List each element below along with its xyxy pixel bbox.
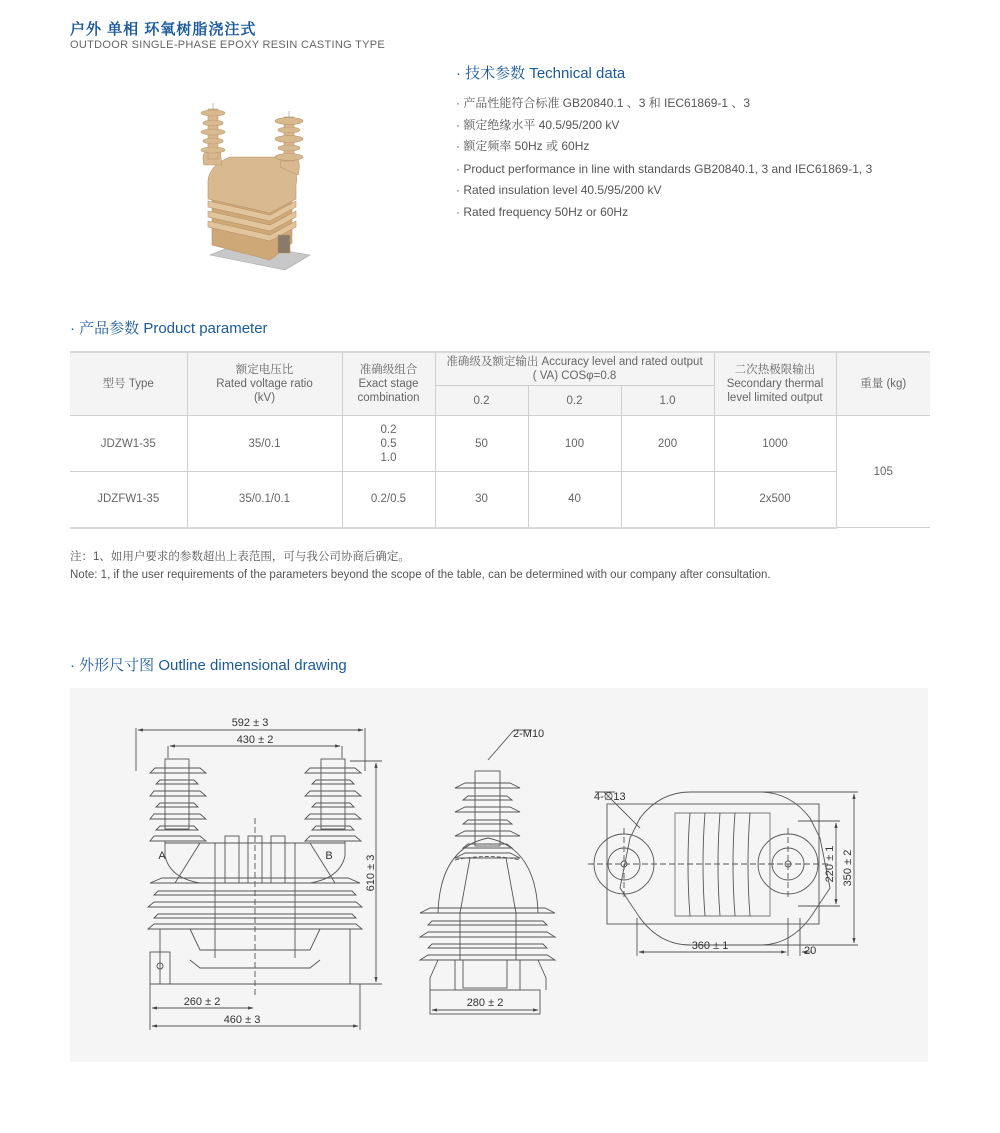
cell-voltage: 35/0.1 [187,416,342,472]
header-stage-cn: 准确级组合 [359,364,418,376]
holes-label: 4-∅13 [594,791,626,803]
side-view [420,730,555,1014]
front-view [136,728,382,1030]
cell-type: JDZW1-35 [70,416,187,472]
tech-item: · Product performance in line with standards GB20840.1, 3 and IEC61869-1, 3 [456,161,873,176]
outline-drawing [70,688,928,1062]
cell-thermal: 2x500 [714,472,836,528]
label-a: A [158,850,166,862]
dim-260: 260 ± 2 [183,996,221,1008]
header-weight: 重量 (kg) [836,352,930,416]
page-title: 户外 单相 环氧树脂浇注式 [70,21,257,38]
technical-data-list [456,93,872,223]
header-accuracy-line1: 准确级及额定输出 Accuracy level and rated output [446,356,703,368]
cell-thermal: 1000 [714,416,836,472]
table-row [70,472,930,528]
tech-item: · 额定绝缘水平 40.5/95/200 kV [456,117,620,132]
cell-output: 200 [621,416,714,472]
note-en: Note: 1, if the user requirements of the parameters beyond the scope of the table, can be determined with our company after consultation. [70,569,771,581]
cell-stage: 0.2/0.5 [342,472,435,528]
cell-stage-line: 0.5 [380,437,397,450]
dim-350: 350 ± 2 [842,849,854,887]
header-thermal-cn: 二次热极限输出 [734,364,816,376]
tech-item: · 额定频率 50Hz 或 60Hz [456,139,590,153]
header-voltage-unit: (kV) [253,392,276,404]
dim-280: 280 ± 2 [466,997,504,1009]
header-voltage-en: Rated voltage ratio [216,378,313,390]
top-view [588,792,858,956]
dim-430: 430 ± 2 [236,734,274,746]
cell-stage-line: 1.0 [380,451,397,464]
cell-output: 30 [435,472,528,528]
product-parameter-heading: · 产品参数 Product parameter [70,320,268,337]
tech-item: · Rated insulation level 40.5/95/200 kV [456,183,662,197]
tech-item: · Rated frequency 50Hz or 60Hz [456,204,629,219]
drawing-panel [70,688,928,1062]
header-voltage-cn: 额定电压比 [235,364,294,376]
header-accuracy [435,352,714,386]
header-accuracy-sub: 0.2 [435,386,528,416]
tech-item: · 产品性能符合标准 GB20840.1 、3 和 IEC61869-1 、3 [456,96,751,110]
header-voltage [187,352,342,416]
technical-data-heading: · 技术参数 Technical data [456,65,626,82]
header-stage-en2: combination [357,392,420,404]
cell-weight: 105 [836,416,930,528]
header-thermal [714,352,836,416]
bolt-label: 2-M10 [513,728,545,740]
header-stage [342,352,435,416]
dim-360: 360 ± 1 [691,940,729,952]
header-accuracy-sub: 0.2 [528,386,621,416]
note-cn: 注：1、如用户要求的参数超出上表范围，可与我公司协商后确定。 [70,551,410,563]
dim-592: 592 ± 3 [231,717,269,729]
cell-output: 40 [528,472,621,528]
dim-460: 460 ± 3 [223,1014,261,1026]
header-thermal-en2: level limited output [727,392,823,404]
product-photo [190,95,315,270]
table-row [70,416,930,472]
cell-stage-line: 0.2 [380,423,397,436]
page-subtitle: OUTDOOR SINGLE-PHASE EPOXY RESIN CASTING TYPE [70,39,386,51]
cell-stage [342,416,435,472]
parameter-table [70,351,930,529]
cell-output: 100 [528,416,621,472]
header-accuracy-sub: 1.0 [621,386,714,416]
header-thermal-en1: Secondary thermal [726,378,824,390]
drawing-heading: · 外形尺寸图 Outline dimensional drawing [70,657,347,674]
header-stage-en1: Exact stage [358,378,419,390]
header-accuracy-line2: ( VA) COSφ=0.8 [532,370,617,382]
dim-610: 610 ± 3 [365,854,377,892]
dim-20: 20 [804,945,817,957]
cell-voltage: 35/0.1/0.1 [187,472,342,528]
header-type: 型号 Type [70,352,187,416]
note [70,548,771,584]
cell-output: 50 [435,416,528,472]
label-b: B [325,850,333,862]
dim-220: 220 ± 1 [824,845,836,883]
cell-type: JDZFW1-35 [70,472,187,528]
cell-output [621,472,714,528]
